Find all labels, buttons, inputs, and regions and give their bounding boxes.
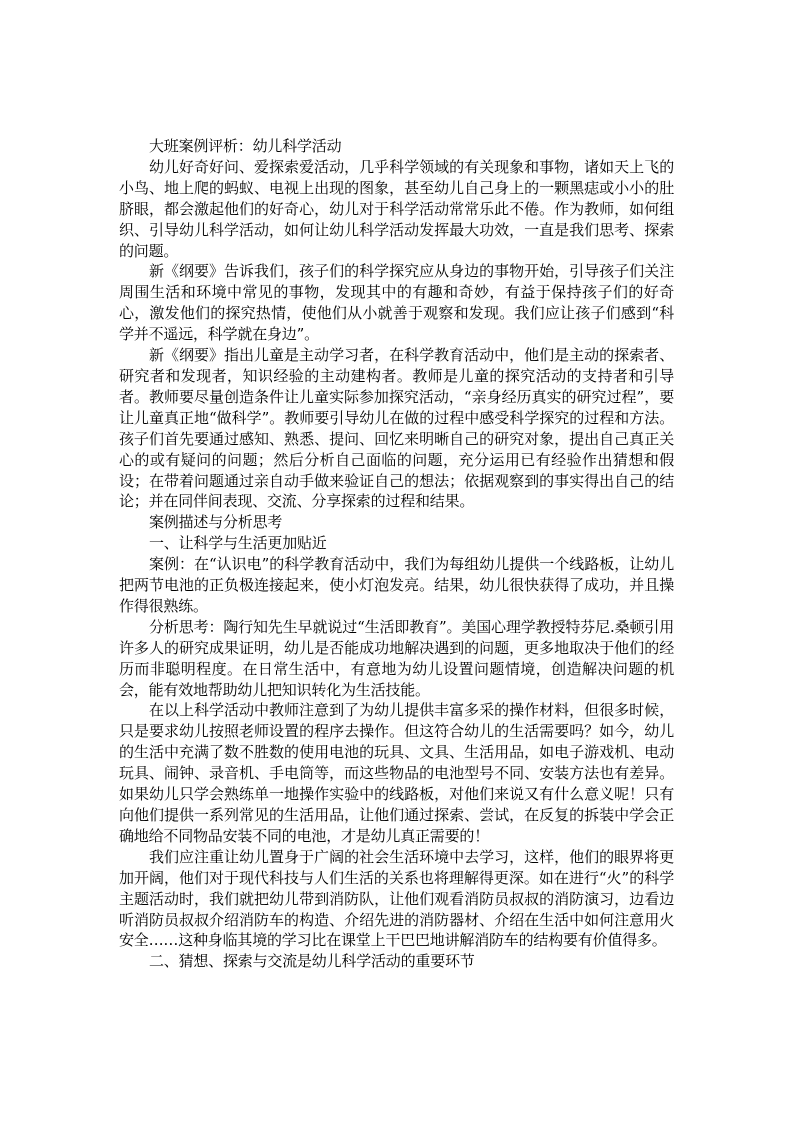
section-heading: 案例描述与分析思考 bbox=[149, 513, 283, 532]
section-heading: 二、猜想、探索与交流是幼儿科学活动的重要环节 bbox=[149, 952, 475, 971]
document-body bbox=[119, 136, 674, 972]
paragraph: 新《纲要》告诉我们，孩子们的科学探究应从身边的事物开始，引导孩子们关注周围生活和环境中常见的事物，发现其中的有趣和奇妙，有益于保持孩子们的好奇心，激发他们的探究热情，使他们从小就善于观察和发现。我们应让孩子们感到“科学并不遥远，科学就在身边”。 bbox=[119, 262, 674, 344]
paragraph: 在以上科学活动中教师注意到了为幼儿提供丰富多采的操作材料，但很多时候，只是要求幼儿按照老师设置的程序去操作。但这符合幼儿的生活需要吗？如今，幼儿的生活中充满了数不胜数的使用电池的玩具、文具、生活用品，如电子游戏机、电动玩具、闹钟、录音机、手电筒等，而这些物品的电池型号不同、安装方法也有差异。如果幼儿只学会熟练单一地操作实验中的线路板，对他们来说又有什么意义呢！只有向他们提供一系列常见的生活用品，让他们通过探索、尝试，在反复的拆装中学会正确地给不同物品安装不同的电池，才是幼儿真正需要的！ bbox=[119, 701, 674, 845]
section-heading: 一、让科学与生活更加贴近 bbox=[149, 534, 327, 553]
paragraph: 新《纲要》指出儿童是主动学习者，在科学教育活动中，他们是主动的探索者、研究者和发现者，知识经验的主动建构者。教师是儿童的探究活动的支持者和引导者。教师要尽量创造条件让儿童实际参加探究活动，“亲身经历真实的研究过程”，要让儿童真正地“做科学”。教师要引导幼儿在做的过程中感受科学探究的过程和方法。孩子们首先要通过感知、熟悉、提问、回忆来明晰自己的研究对象，提出自己真正关心的或有疑问的问题；然后分析自己面临的问题，充分运用已有经验作出猜想和假设；在带着问题通过亲自动手做来验证自己的想法；依据观察到的事实得出自己的结论；并在同伴间表现、交流、分享探索的过程和结果。 bbox=[119, 346, 674, 511]
paragraph: 幼儿好奇好问、爱探索爱活动，几乎科学领域的有关现象和事物，诸如天上飞的小鸟、地上爬的蚂蚁、电视上出现的图象，甚至幼儿自己身上的一颗黑痣或小小的肚脐眼，都会激起他们的好奇心，幼儿对于科学活动常常乐此不倦。作为教师，如何组织、引导幼儿科学活动，如何让幼儿科学活动发挥最大功效，一直是我们思考、探索的问题。 bbox=[119, 157, 674, 260]
paragraph: 我们应注重让幼儿置身于广阔的社会生活环境中去学习，这样，他们的眼界将更加开阔，他们对于现代科技与人们生活的关系也将理解得更深。如在进行“火”的科学主题活动时，我们就把幼儿带到消防队，让他们观看消防员叔叔的消防演习，边看边听消防员叔叔介绍消防车的构造、介绍先进的消防器材、介绍在生活中如何注意用火安全……这种身临其境的学习比在课堂上干巴巴地讲解消防车的结构要有价值得多。 bbox=[119, 847, 674, 950]
paragraph: 案例：在“认识电”的科学教育活动中，我们为每组幼儿提供一个线路板，让幼儿把两节电池的正负极连接起来，使小灯泡发亮。结果，幼儿很快获得了成功，并且操作得很熟练。 bbox=[119, 555, 674, 615]
paragraph: 分析思考：陶行知先生早就说过“生活即教育”。美国心理学教授特芬尼.桑顿引用许多人的研究成果证明，幼儿是否能成功地解决遇到的问题，更多地取决于他们的经历而非聪明程度。在日常生活中，有意地为幼儿设置问题情境，创造解决问题的机会，能有效地帮助幼儿把知识转化为生活技能。 bbox=[119, 617, 674, 699]
document-title: 大班案例评析：幼儿科学活动 bbox=[149, 137, 342, 155]
